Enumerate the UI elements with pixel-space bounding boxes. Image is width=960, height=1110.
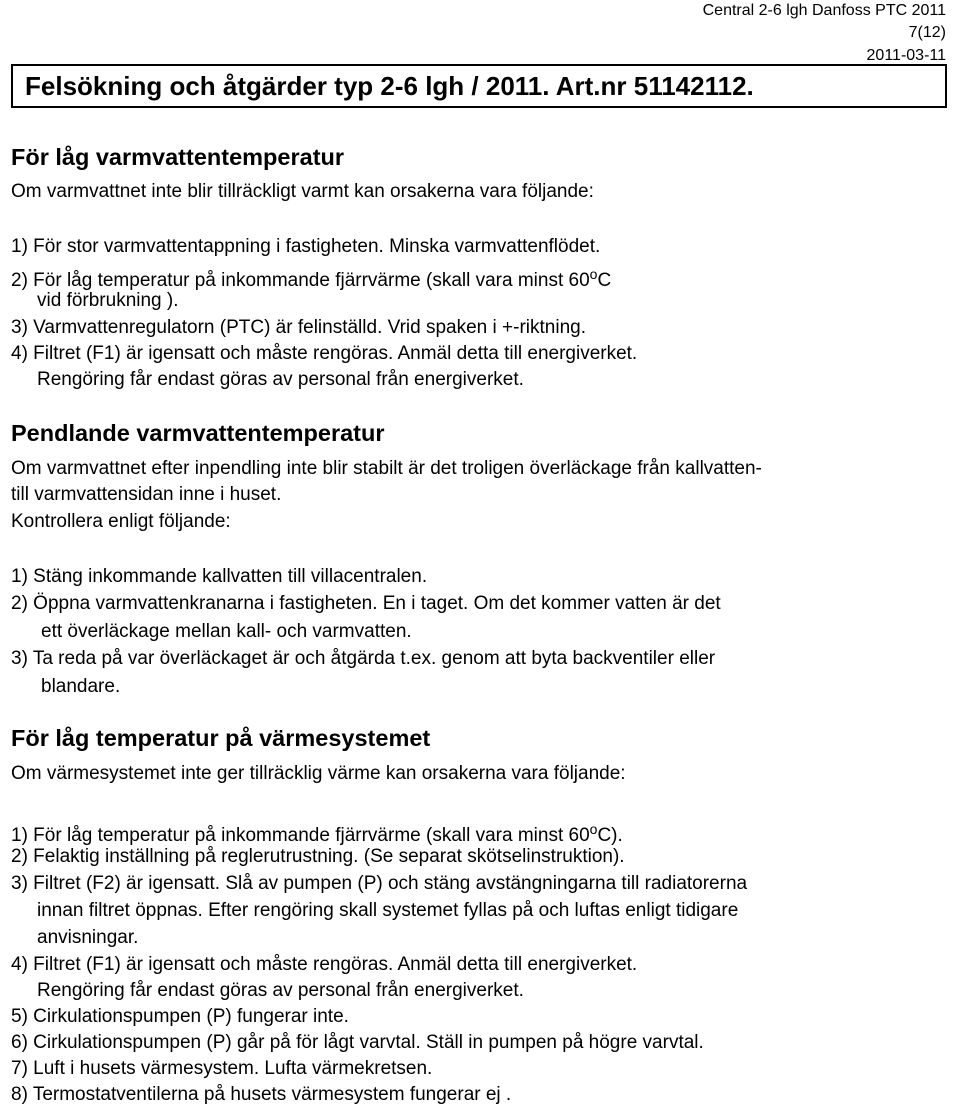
section-heading-low-heating-temp: För låg temperatur på värmesystemet [11, 725, 431, 751]
section2-intro-3: Kontrollera enligt följande: [11, 511, 231, 532]
section3-item-2: 2) Felaktig inställning på reglerutrustning. (Se separat skötselinstruktion). [11, 846, 625, 867]
section3-item-7: 7) Luft i husets värmesystem. Lufta värmekretsen. [11, 1058, 433, 1079]
section2-item-2: 2) Öppna varmvattenkranarna i fastigheten. En i taget. Om det kommer vatten är det [11, 593, 721, 614]
section-heading-low-hot-water: För låg varmvattentemperatur [11, 144, 345, 170]
document-title: Central 2-6 lgh Danfoss PTC 2011 [702, 2, 946, 19]
section-heading-oscillating-temp: Pendlande varmvattentemperatur [11, 420, 385, 446]
page-number: 7(12) [908, 24, 946, 41]
degree-symbol: o [589, 266, 598, 282]
section2-item-3: 3) Ta reda på var överläckaget är och åtgärda t.ex. genom att byta backventiler eller [11, 648, 716, 669]
section3-item-8: 8) Termostatventilerna på husets värmesystem fungerar ej . [11, 1084, 512, 1105]
section1-intro: Om varmvattnet inte blir tillräckligt varmt kan orsakerna vara följande: [11, 181, 594, 202]
section2-item-2-cont: ett överläckage mellan kall- och varmvatten. [41, 621, 412, 642]
section1-item-2: 2) För låg temperatur på inkommande fjärrvärme (skall vara minst 60$^o$C [11, 266, 612, 291]
section2-intro-2: till varmvattensidan inne i huset. [11, 484, 282, 505]
title-box [11, 64, 947, 108]
page-title: Felsökning och åtgärder typ 2-6 lgh / 2011. Art.nr 51142112. [25, 71, 754, 101]
section3-item-4-cont: Rengöring får endast göras av personal från energiverket. [37, 980, 524, 1001]
section3-item-1: 1) För låg temperatur på inkommande fjärrvärme (skall vara minst 60$^o$C). [11, 821, 623, 846]
section1-item-2-cont: vid förbrukning ). [37, 290, 179, 311]
section3-item-3: 3) Filtret (F2) är igensatt. Slå av pumpen (P) och stäng avstängningarna till radiatorerna [11, 873, 748, 894]
section3-item-6: 6) Cirkulationspumpen (P) går på för lågt varvtal. Ställ in pumpen på högre varvtal. [11, 1032, 704, 1053]
degree-symbol: o [589, 821, 598, 837]
section3-intro: Om värmesystemet inte ger tillräcklig värme kan orsakerna vara följande: [11, 763, 626, 784]
section2-item-3-cont: blandare. [41, 676, 121, 697]
section1-item-4: 4) Filtret (F1) är igensatt och måste rengöras. Anmäl detta till energiverket. [11, 343, 638, 364]
document-date: 2011-03-11 [866, 47, 946, 64]
section3-item-5: 5) Cirkulationspumpen (P) fungerar inte. [11, 1006, 349, 1027]
section1-item-4-cont: Rengöring får endast göras av personal från energiverket. [37, 369, 524, 390]
section1-item-3: 3) Varmvattenregulatorn (PTC) är felinställd. Vrid spaken i +-riktning. [11, 317, 586, 338]
section1-item-1: 1) För stor varmvattentappning i fastigheten. Minska varmvattenflödet. [11, 236, 601, 257]
section3-item-3-cont-2: anvisningar. [37, 927, 139, 948]
section3-item-4: 4) Filtret (F1) är igensatt och måste rengöras. Anmäl detta till energiverket. [11, 954, 638, 975]
section2-item-1: 1) Stäng inkommande kallvatten till villacentralen. [11, 566, 428, 587]
section3-item-3-cont-1: innan filtret öppnas. Efter rengöring skall systemet fyllas på och luftas enligt tidigare [37, 900, 739, 921]
section2-intro-1: Om varmvattnet efter inpendling inte blir stabilt är det troligen överläckage från kallvatten- [11, 458, 762, 479]
